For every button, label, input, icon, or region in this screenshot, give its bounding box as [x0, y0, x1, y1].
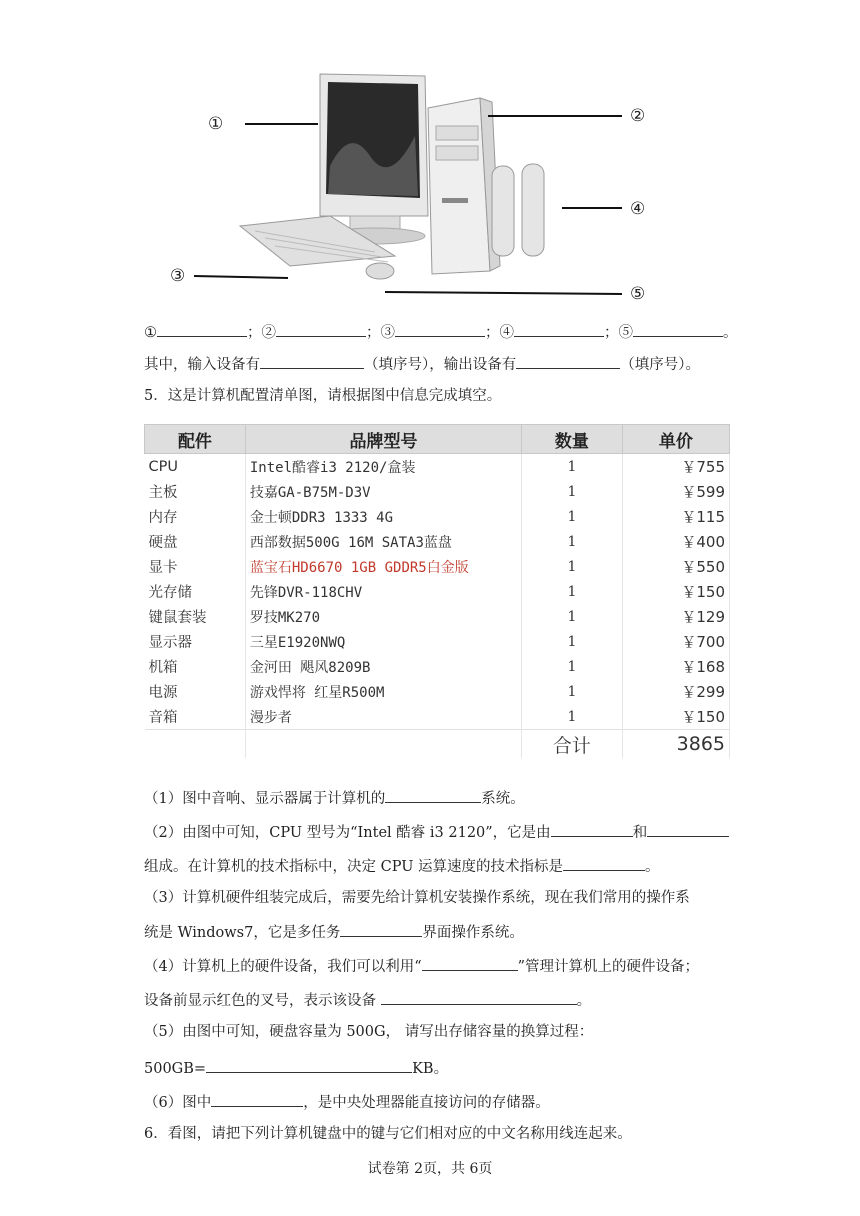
q5-s4 — [144, 954, 699, 977]
q4-text-c: （填序号）。 — [620, 357, 700, 373]
part-cell: 显示器 — [145, 629, 246, 654]
s2-blank-1[interactable] — [551, 820, 633, 837]
s5b-text-b: KB。 — [412, 1061, 449, 1077]
q4-device-line — [144, 352, 700, 375]
q5-s4-cont — [144, 988, 591, 1011]
answer-blank-4[interactable] — [514, 320, 604, 337]
qty-cell: 1 — [522, 454, 623, 480]
q5-s6 — [144, 1090, 550, 1113]
price-cell: ￥150 — [622, 704, 729, 730]
qty-cell: 1 — [522, 654, 623, 679]
s4b-text-b: 。 — [576, 993, 592, 1009]
config-table — [144, 424, 730, 758]
answer-blank-5[interactable] — [633, 320, 723, 337]
answer-blank-1[interactable] — [157, 320, 247, 337]
q5-s2-cont — [144, 854, 660, 877]
q5-title: 5．这是计算机配置清单图，请根据图中信息完成填空。 — [144, 388, 502, 404]
q5-s1 — [144, 786, 525, 809]
table-row — [145, 629, 730, 654]
s2c-text-b: 。 — [645, 859, 660, 875]
blank-label-4: ④ — [499, 325, 514, 341]
label-4: ④ — [630, 199, 646, 219]
s2-text-a: （2）由图中可知，CPU 型号为“Intel 酷睿 i3 2120”，它是由 — [144, 825, 551, 841]
qty-cell: 1 — [522, 679, 623, 704]
s6-text-b: ，是中央处理器能直接访问的存储器。 — [303, 1095, 550, 1111]
q5-s3-cont — [144, 920, 524, 943]
price-cell: ￥299 — [622, 679, 729, 704]
qty-cell: 1 — [522, 529, 623, 554]
price-cell: ￥550 — [622, 554, 729, 579]
table-row — [145, 554, 730, 579]
part-cell: 音箱 — [145, 704, 246, 730]
total-row — [145, 730, 730, 759]
header-model: 品牌型号 — [245, 425, 521, 454]
price-cell: ￥755 — [622, 454, 729, 480]
s3b-blank[interactable] — [340, 920, 422, 937]
model-cell: 金河田 飓风8209B — [245, 654, 521, 679]
computer-figure — [170, 66, 670, 312]
table-row — [145, 679, 730, 704]
price-cell: ￥115 — [622, 504, 729, 529]
page-footer: 试卷第 2页，共 6页 — [367, 1161, 493, 1177]
blank-label-1: ① — [144, 325, 157, 341]
model-cell: 先锋DVR-118CHV — [245, 579, 521, 604]
total-empty-1 — [145, 730, 246, 759]
model-cell: Intel酷睿i3 2120/盒装 — [245, 454, 521, 480]
price-cell: ￥700 — [622, 629, 729, 654]
s1-text-a: （1）图中音响、显示器属于计算机的 — [144, 791, 386, 807]
s5b-text-a: 500GB= — [144, 1061, 207, 1077]
price-cell: ￥400 — [622, 529, 729, 554]
price-cell: ￥150 — [622, 579, 729, 604]
part-cell: 硬盘 — [145, 529, 246, 554]
s3b-text-a: 统是 Windows7，它是多任务 — [144, 925, 341, 941]
q5-s5: （5）由图中可知，硬盘容量为 500G， 请写出存储容量的换算过程： — [144, 1024, 594, 1040]
table-row — [145, 654, 730, 679]
label-1: ① — [208, 114, 224, 134]
table-row — [145, 479, 730, 504]
q4-text-b: （填序号），输出设备有 — [364, 357, 517, 373]
model-cell: 游戏悍将 红星R500M — [245, 679, 521, 704]
qty-cell: 1 — [522, 504, 623, 529]
table-row — [145, 454, 730, 480]
s4-blank[interactable] — [422, 954, 518, 971]
model-cell: 漫步者 — [245, 704, 521, 730]
table-row — [145, 529, 730, 554]
label-3: ③ — [170, 266, 186, 286]
total-label: 合计 — [522, 730, 623, 759]
input-devices-blank[interactable] — [260, 352, 364, 369]
part-cell: 主板 — [145, 479, 246, 504]
s2c-text-a: 组成。在计算机的技术指标中，决定 CPU 运算速度的技术指标是 — [144, 859, 564, 875]
table-header-row — [145, 425, 730, 454]
s4b-text-a: 设备前显示红色的叉号，表示该设备 — [144, 993, 376, 1009]
blank-label-3: ③ — [380, 325, 395, 341]
output-devices-blank[interactable] — [516, 352, 620, 369]
q4-blanks-line: ① ；② ；③ ；④ ；⑤ 。 — [144, 320, 738, 343]
s6-text-a: （6）图中 — [144, 1095, 212, 1111]
answer-blank-2[interactable] — [276, 320, 366, 337]
qty-cell: 1 — [522, 579, 623, 604]
s5b-blank[interactable] — [206, 1056, 412, 1073]
qty-cell: 1 — [522, 629, 623, 654]
q5-s2 — [144, 820, 729, 843]
qty-cell: 1 — [522, 479, 623, 504]
table-row — [145, 579, 730, 604]
q5-s3: （3）计算机硬件组装完成后，需要先给计算机安装操作系统，现在我们常用的操作系 — [144, 890, 690, 906]
header-price: 单价 — [622, 425, 729, 454]
table-row — [145, 704, 730, 730]
part-cell: CPU — [145, 454, 246, 480]
model-cell: 蓝宝石HD6670 1GB GDDR5白金版 — [245, 554, 521, 579]
label-5: ⑤ — [630, 284, 646, 304]
model-cell: 金士顿DDR3 1333 4G — [245, 504, 521, 529]
price-cell: ￥129 — [622, 604, 729, 629]
s1-blank[interactable] — [385, 786, 481, 803]
model-cell: 三星E1920NWQ — [245, 629, 521, 654]
part-cell: 光存储 — [145, 579, 246, 604]
q4-text-a: 其中，输入设备有 — [144, 357, 260, 373]
s2-text-b: 和 — [632, 825, 648, 841]
part-cell: 电源 — [145, 679, 246, 704]
part-cell: 机箱 — [145, 654, 246, 679]
blank-label-5: ⑤ — [618, 325, 633, 341]
part-cell: 键鼠套装 — [145, 604, 246, 629]
part-cell: 显卡 — [145, 554, 246, 579]
total-value: 3865 — [622, 730, 729, 759]
s3b-text-b: 界面操作系统。 — [422, 925, 524, 941]
s1-text-b: 系统。 — [481, 791, 525, 807]
model-cell: 罗技MK270 — [245, 604, 521, 629]
s6-blank[interactable] — [211, 1090, 303, 1107]
table-row — [145, 604, 730, 629]
s4b-blank[interactable] — [381, 988, 577, 1005]
qty-cell: 1 — [522, 704, 623, 730]
total-empty-2 — [245, 730, 521, 759]
label-2: ② — [630, 106, 646, 126]
s2-blank-2[interactable] — [647, 820, 729, 837]
computer-illustration — [170, 66, 670, 312]
table-row — [145, 504, 730, 529]
s2c-blank[interactable] — [563, 854, 645, 871]
s4-text-a: （4）计算机上的硬件设备，我们可以利用“ — [144, 959, 422, 975]
header-qty: 数量 — [522, 425, 623, 454]
answer-blank-3[interactable] — [395, 320, 485, 337]
q5-s5-cont — [144, 1056, 448, 1079]
price-cell: ￥168 — [622, 654, 729, 679]
s4-text-b: ”管理计算机上的硬件设备； — [517, 959, 700, 975]
model-cell: 西部数据500G 16M SATA3蓝盘 — [245, 529, 521, 554]
part-cell: 内存 — [145, 504, 246, 529]
price-cell: ￥599 — [622, 479, 729, 504]
q6-title: 6．看图，请把下列计算机键盘中的键与它们相对应的中文名称用线连起来。 — [144, 1126, 632, 1142]
qty-cell: 1 — [522, 554, 623, 579]
blank-label-2: ② — [261, 325, 276, 341]
header-part: 配件 — [145, 425, 246, 454]
model-cell: 技嘉GA-B75M-D3V — [245, 479, 521, 504]
qty-cell: 1 — [522, 604, 623, 629]
